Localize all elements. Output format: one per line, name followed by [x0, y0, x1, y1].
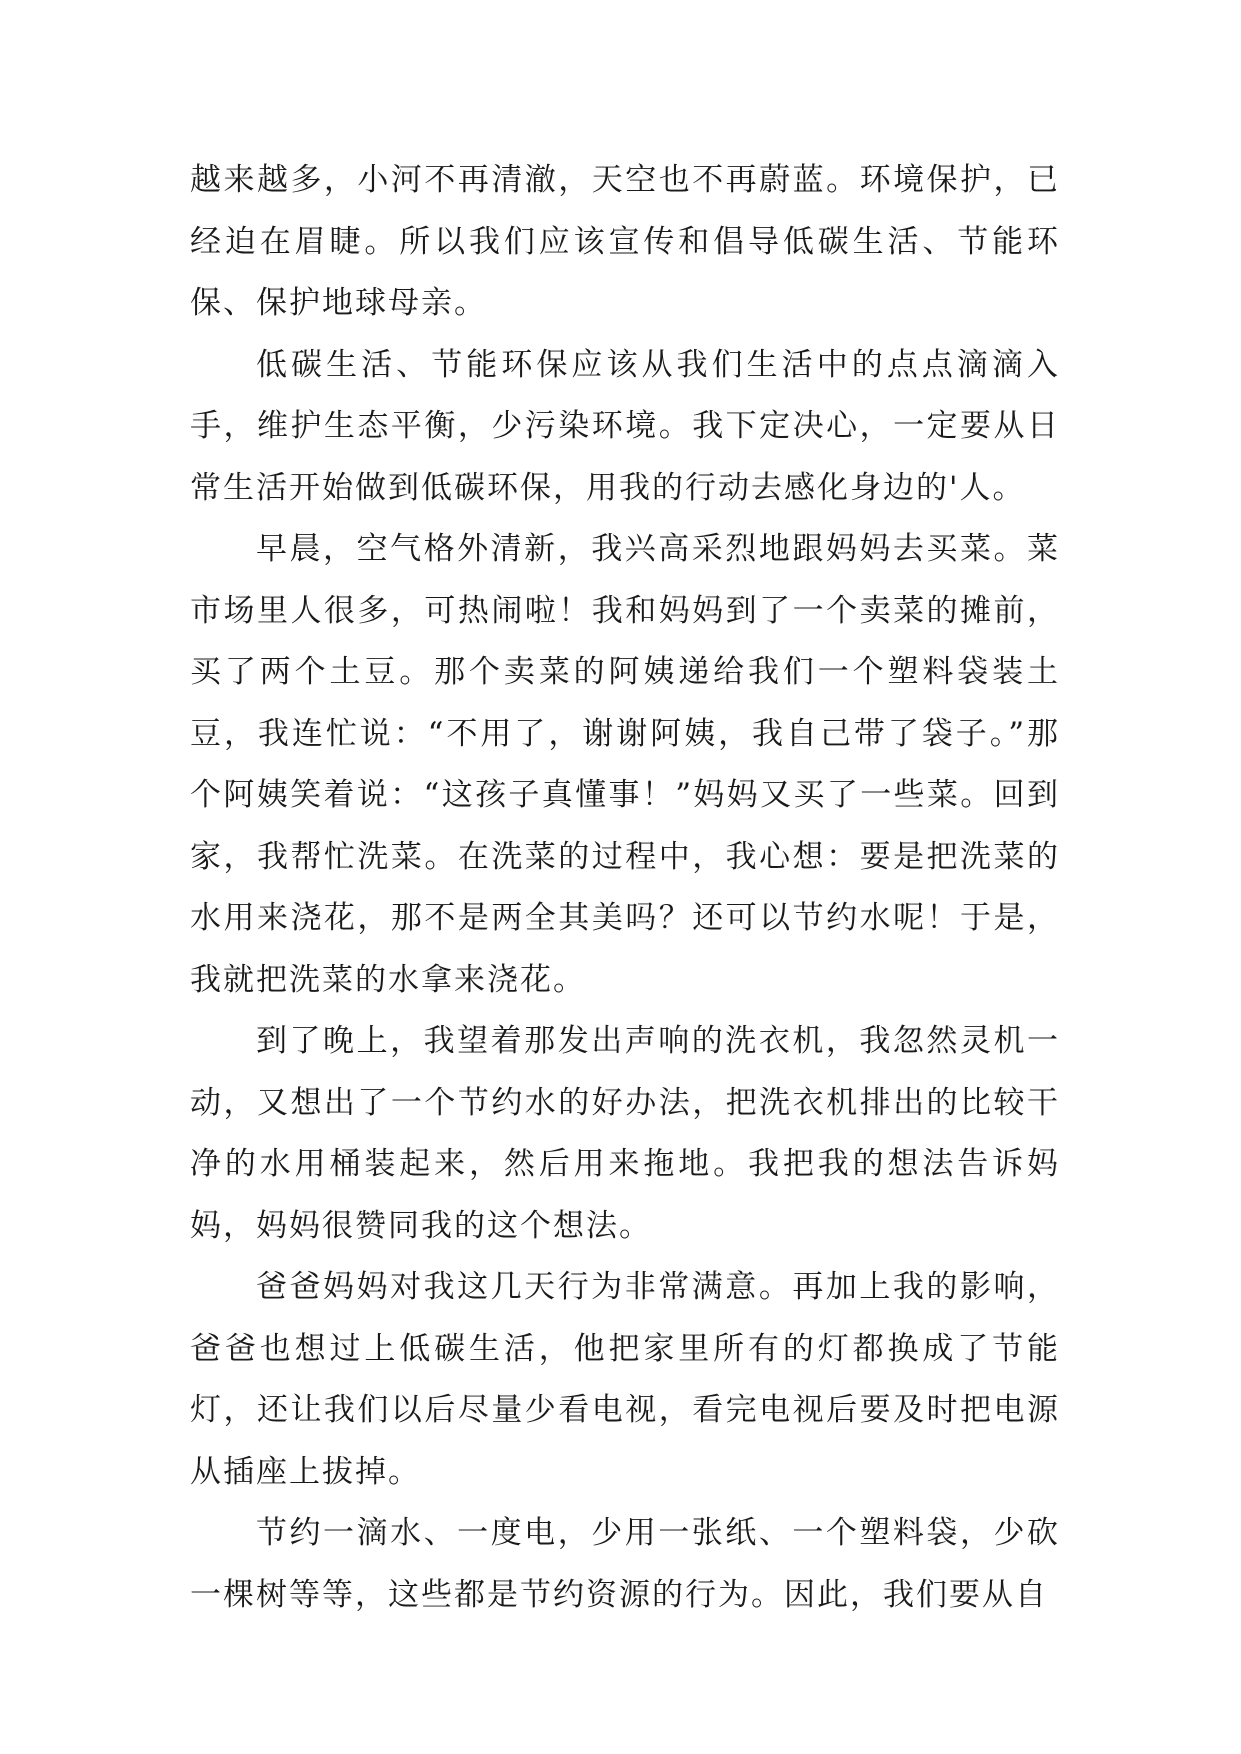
paragraph: 节约一滴水、一度电，少用一张纸、一个塑料袋，少砍一棵树等等，这些都是节约资源的行为。因此，我们要从自: [190, 1515, 1060, 1613]
paragraph-continued: 越来越多，小河不再清澈，天空也不再蔚蓝。环境保护，已经迫在眉睫。所以我们应该宣传和倡导低碳生活、节能环保、保护地球母亲。: [190, 162, 1060, 321]
body-text: [190, 150, 1060, 1626]
paragraph: 爸爸妈妈对我这几天行为非常满意。再加上我的影响，爸爸也想过上低碳生活，他把家里所有的灯都换成了节能灯，还让我们以后尽量少看电视，看完电视后要及时把电源从插座上拔掉。: [190, 1269, 1060, 1490]
paragraph: 早晨，空气格外清新，我兴高采烈地跟妈妈去买菜。菜市场里人很多，可热闹啦！我和妈妈到了一个卖菜的摊前，买了两个土豆。那个卖菜的阿姨递给我们一个塑料袋装土豆，我连忙说：“不用了，谢谢阿姨，我自己带了袋子。”那个阿姨笑着说：“这孩子真懂事！”妈妈又买了一些菜。回到家，我帮忙洗菜。在洗菜的过程中，我心想：要是把洗菜的水用来浇花，那不是两全其美吗？还可以节约水呢！于是，我就把洗菜的水拿来浇花。: [190, 531, 1060, 998]
paragraph: 到了晚上，我望着那发出声响的洗衣机，我忽然灵机一动，又想出了一个节约水的好办法，把洗衣机排出的比较干净的水用桶装起来，然后用来拖地。我把我的想法告诉妈妈，妈妈很赞同我的这个想法。: [190, 1023, 1060, 1244]
paragraph: 低碳生活、节能环保应该从我们生活中的点点滴滴入手，维护生态平衡，少污染环境。我下定决心，一定要从日常生活开始做到低碳环保，用我的行动去感化身边的'人。: [190, 346, 1060, 506]
